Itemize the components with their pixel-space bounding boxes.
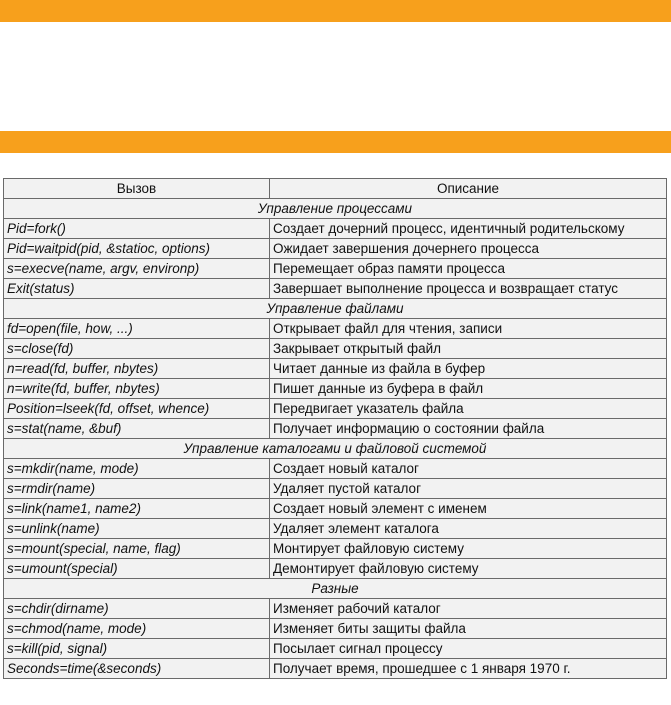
call-cell: s=umount(special) [4,559,270,579]
section-title: Управление файлами [4,299,667,319]
system-calls-table [3,178,667,679]
table-row [4,259,667,279]
top-accent-bar [0,0,671,22]
table-body [4,199,667,679]
call-cell: s=close(fd) [4,339,270,359]
header-call: Вызов [4,179,270,199]
section-title: Управление процессами [4,199,667,219]
table-row [4,219,667,239]
call-cell: Exit(status) [4,279,270,299]
call-cell: s=chmod(name, mode) [4,619,270,639]
table-row [4,599,667,619]
table-row [4,479,667,499]
table-row [4,279,667,299]
description-cell: Монтирует файловую систему [270,539,667,559]
section-title: Управление каталогами и файловой системой [4,439,667,459]
call-cell: s=chdir(dirname) [4,599,270,619]
description-cell: Создает новый каталог [270,459,667,479]
table-row [4,559,667,579]
description-cell: Изменяет рабочий каталог [270,599,667,619]
system-calls-table-container [3,178,667,679]
call-cell: s=unlink(name) [4,519,270,539]
description-cell: Закрывает открытый файл [270,339,667,359]
call-cell: s=kill(pid, signal) [4,639,270,659]
section-row [4,439,667,459]
table-header-row [4,179,667,199]
table-row [4,659,667,679]
table-row [4,239,667,259]
description-cell: Удаляет пустой каталог [270,479,667,499]
call-cell: s=mkdir(name, mode) [4,459,270,479]
description-cell: Удаляет элемент каталога [270,519,667,539]
description-cell: Демонтирует файловую систему [270,559,667,579]
section-title: Разные [4,579,667,599]
table-row [4,539,667,559]
table-row [4,419,667,439]
call-cell: n=read(fd, buffer, nbytes) [4,359,270,379]
table-row [4,379,667,399]
section-row [4,299,667,319]
call-cell: s=execve(name, argv, environp) [4,259,270,279]
table-row [4,339,667,359]
header-description: Описание [270,179,667,199]
table-row [4,399,667,419]
table-row [4,519,667,539]
call-cell: s=rmdir(name) [4,479,270,499]
description-cell: Читает данные из файла в буфер [270,359,667,379]
call-cell: Pid=fork() [4,219,270,239]
section-row [4,579,667,599]
table-row [4,319,667,339]
call-cell: Pid=waitpid(pid, &statioc, options) [4,239,270,259]
description-cell: Ожидает завершения дочернего процесса [270,239,667,259]
description-cell: Создает новый элемент с именем [270,499,667,519]
title-accent-bar [0,131,671,153]
call-cell: s=link(name1, name2) [4,499,270,519]
call-cell: s=mount(special, name, flag) [4,539,270,559]
call-cell: Seconds=time(&seconds) [4,659,270,679]
table-row [4,359,667,379]
table-row [4,639,667,659]
description-cell: Перемещает образ памяти процесса [270,259,667,279]
section-row [4,199,667,219]
table-row [4,459,667,479]
description-cell: Пишет данные из буфера в файл [270,379,667,399]
table-row [4,499,667,519]
description-cell: Изменяет биты защиты файла [270,619,667,639]
call-cell: s=stat(name, &buf) [4,419,270,439]
call-cell: Position=lseek(fd, offset, whence) [4,399,270,419]
call-cell: n=write(fd, buffer, nbytes) [4,379,270,399]
description-cell: Получает время, прошедшее с 1 января 1970 г. [270,659,667,679]
description-cell: Посылает сигнал процессу [270,639,667,659]
description-cell: Завершает выполнение процесса и возвращает статус [270,279,667,299]
table-row [4,619,667,639]
description-cell: Открывает файл для чтения, записи [270,319,667,339]
call-cell: fd=open(file, how, ...) [4,319,270,339]
description-cell: Создает дочерний процесс, идентичный родительскому [270,219,667,239]
description-cell: Передвигает указатель файла [270,399,667,419]
description-cell: Получает информацию о состоянии файла [270,419,667,439]
